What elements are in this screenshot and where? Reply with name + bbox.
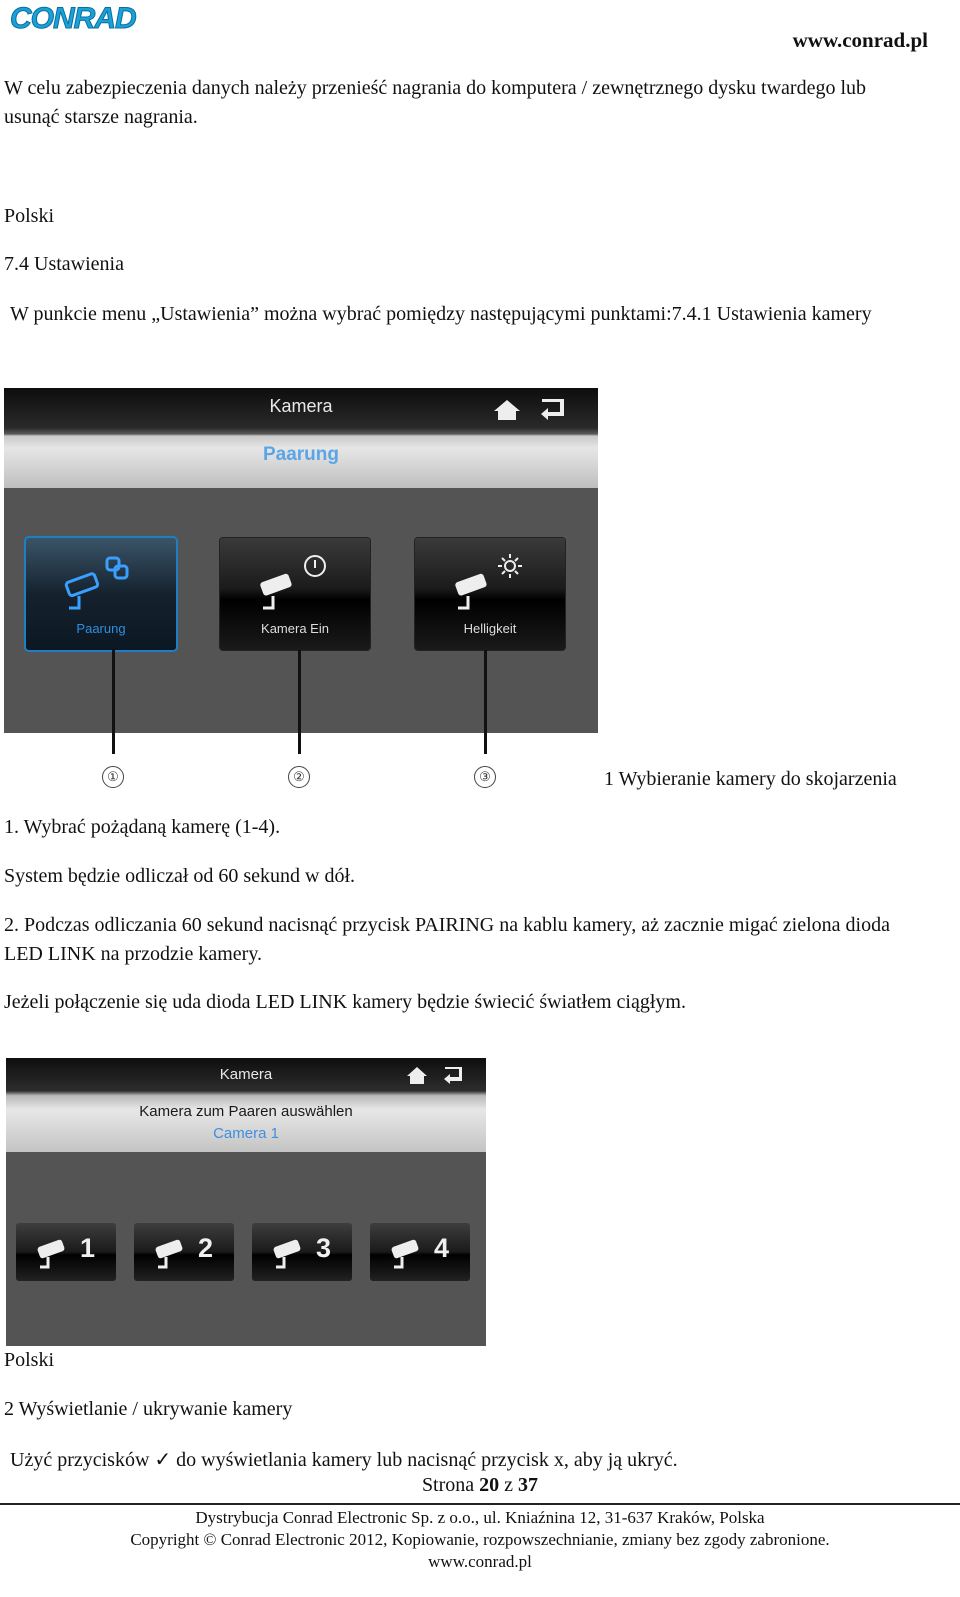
language-label: Polski	[4, 205, 55, 227]
header-url: www.conrad.pl	[792, 28, 928, 52]
step-1-note: System będzie odliczał od 60 sekund w dół.	[4, 865, 356, 887]
camera-icon	[34, 1235, 78, 1269]
page-total: 37	[518, 1474, 539, 1496]
page-prefix: Strona	[421, 1474, 475, 1496]
paragraph-data-backup: W celu zabezpieczenia danych należy przenieść nagrania do komputera / zewnętrznego dysku twardego lub usunąć starsze nagrania.	[4, 77, 867, 128]
screen-subtitle: Paarung	[262, 444, 340, 465]
footer-url: www.conrad.pl	[428, 1552, 532, 1571]
camera-button-4[interactable]	[370, 1223, 470, 1281]
leader-line	[112, 650, 115, 754]
footer-divider	[0, 1503, 960, 1505]
camera-select-screenshot	[6, 1058, 486, 1346]
camera-button-3[interactable]	[252, 1223, 352, 1281]
leader-line	[298, 650, 301, 754]
leader-line	[484, 650, 487, 754]
screen-title: Kamera	[269, 396, 333, 416]
camera-button-2[interactable]	[134, 1223, 234, 1281]
paragraph-show-hide	[10, 1446, 678, 1475]
selected-camera: Camera 1	[213, 1125, 279, 1142]
page-current: 20	[479, 1474, 500, 1496]
callout-2: ②	[288, 766, 310, 788]
camera-power-icon	[255, 552, 335, 612]
figure-caption: 1 Wybieranie kamery do skojarzenia	[604, 768, 897, 790]
screen-header	[4, 388, 598, 488]
conrad-logo	[6, 2, 156, 42]
section-heading: 7.4 Ustawienia	[4, 253, 124, 275]
paragraph-part: do wyświetlania kamery lub nacisnąć przycisk x, aby ją ukryć.	[176, 1449, 678, 1471]
camera-menu-screenshot	[4, 388, 598, 796]
camera-button-1[interactable]	[16, 1223, 116, 1281]
tile-helligkeit[interactable]	[415, 538, 565, 650]
page-number	[0, 1474, 960, 1497]
callout-3: ③	[474, 766, 496, 788]
checkmark-icon: ✓	[154, 1449, 172, 1471]
home-icon	[493, 398, 521, 422]
camera-number: 1	[80, 1233, 96, 1263]
paragraph-settings-menu: W punkcie menu „Ustawienia” można wybrać pomiędzy następującymi punktami:7.4.1 Ustawienia kamery	[10, 303, 872, 325]
logo-text: CONRAD	[10, 2, 136, 35]
page-sep: z	[504, 1474, 514, 1496]
camera-pair-icon	[61, 552, 141, 612]
tile-label: Helligkeit	[463, 621, 517, 636]
camera-number: 2	[198, 1233, 214, 1263]
footer-address: Dystrybucja Conrad Electronic Sp. z o.o., ul. Kniaźnina 12, 31-637 Kraków, Polska	[195, 1508, 765, 1527]
language-label: Polski	[4, 1349, 55, 1371]
tile-label: Kamera Ein	[261, 621, 329, 636]
step-1: 1. Wybrać pożądaną kamerę (1-4).	[4, 816, 281, 838]
camera-number: 3	[316, 1233, 332, 1263]
screen-header	[6, 1058, 486, 1152]
camera-icon	[152, 1235, 196, 1269]
back-icon	[538, 398, 566, 422]
screen-subtitle: Kamera zum Paaren auswählen	[139, 1103, 353, 1120]
camera-number: 4	[434, 1233, 450, 1263]
step-2: 2. Podczas odliczania 60 sekund nacisnąć przycisk PAIRING na kablu kamery, aż zacznie migać zielona dioda LED LINK na przodzie kamery.	[4, 914, 890, 965]
camera-icon	[270, 1235, 314, 1269]
tile-kamera-ein[interactable]	[220, 538, 370, 650]
home-icon	[406, 1066, 428, 1086]
camera-brightness-icon	[450, 552, 530, 612]
footer-copyright: Copyright © Conrad Electronic 2012, Kopiowanie, rozpowszechnianie, zmiany bez zgody zabronione.	[130, 1530, 830, 1549]
screen-title: Kamera	[219, 1066, 273, 1083]
step-3: Jeżeli połączenie się uda dioda LED LINK kamery będzie świecić światłem ciągłym.	[4, 991, 686, 1013]
callout-1: ①	[102, 766, 124, 788]
camera-icon	[388, 1235, 432, 1269]
tile-label: Paarung	[76, 621, 126, 636]
back-icon	[442, 1066, 464, 1086]
tile-paarung[interactable]	[26, 538, 176, 650]
figure-caption: 2 Wyświetlanie / ukrywanie kamery	[4, 1398, 293, 1420]
paragraph-part: Użyć przycisków	[10, 1449, 150, 1471]
